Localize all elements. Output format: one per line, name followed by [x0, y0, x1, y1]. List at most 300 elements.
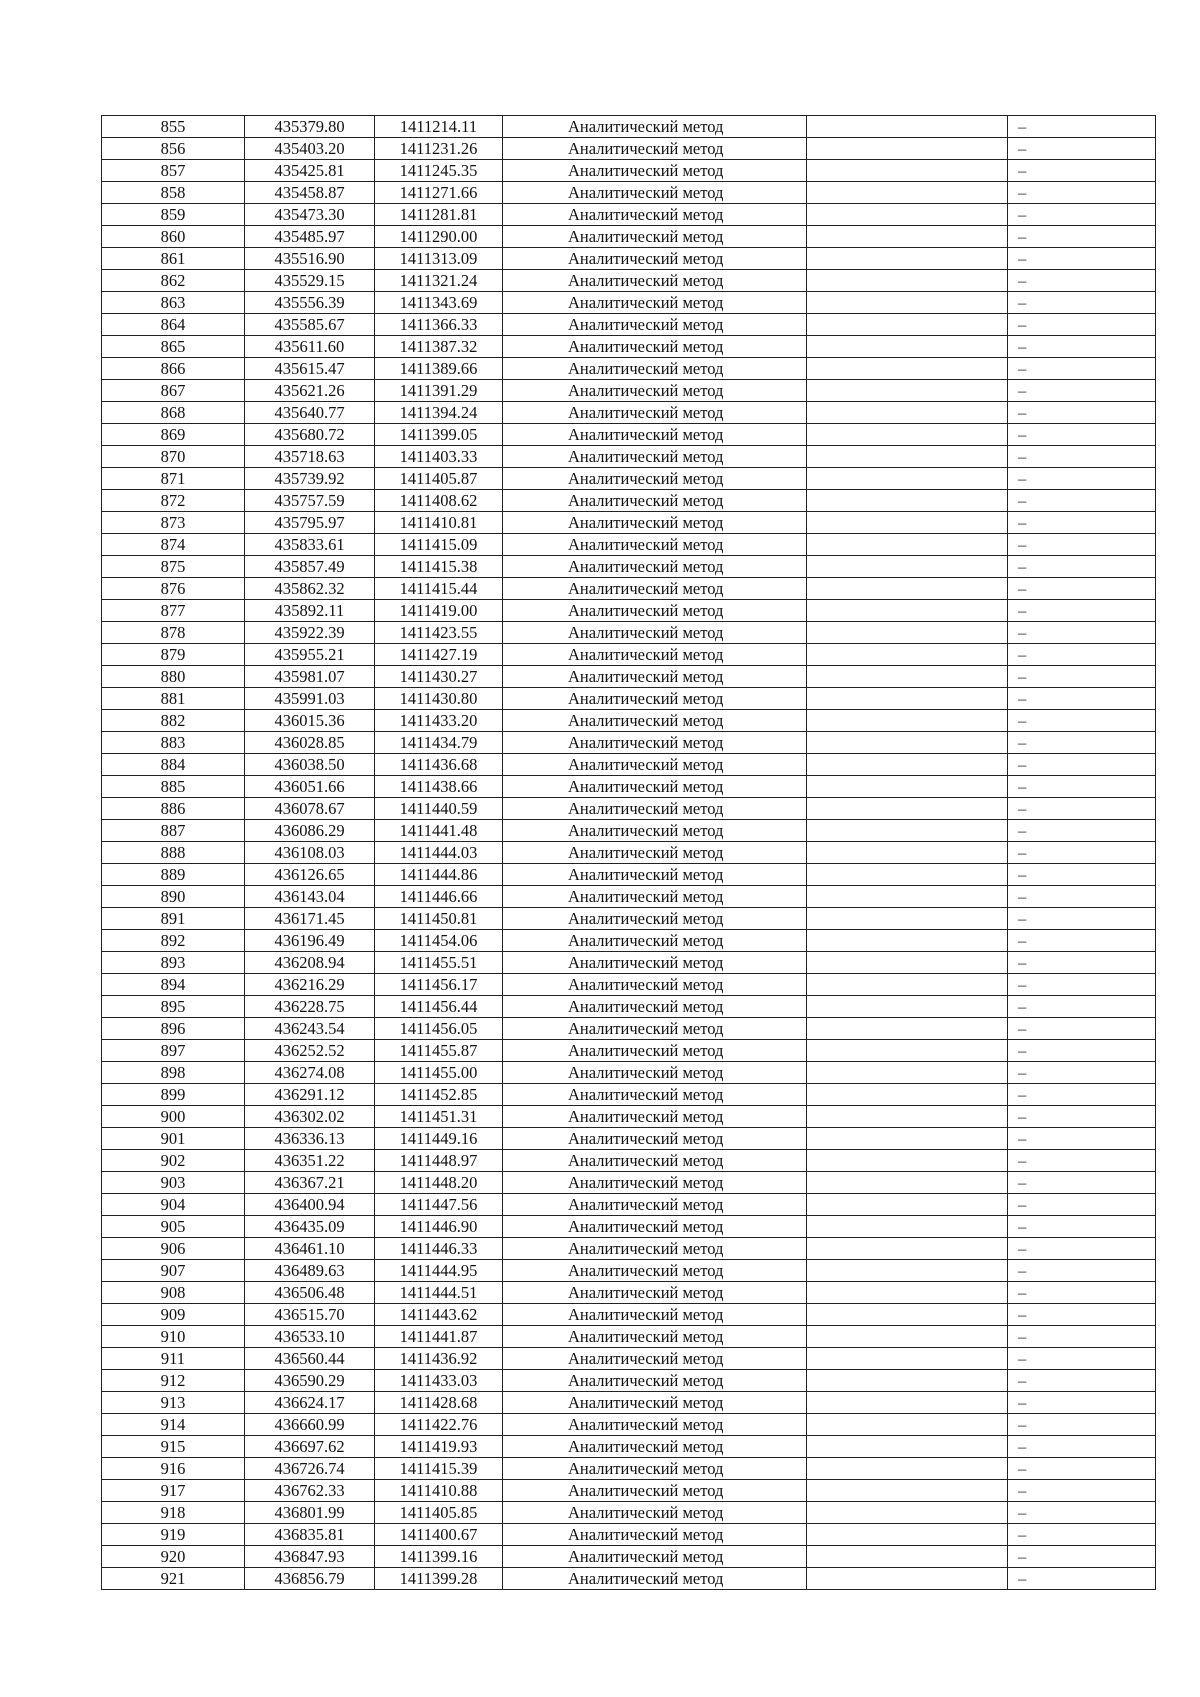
point-number-cell: 914: [102, 1414, 245, 1436]
method-cell: Аналитический метод: [503, 820, 807, 842]
point-number-cell: 891: [102, 908, 245, 930]
table-row: [102, 468, 1156, 490]
x-coordinate-cell: 435981.07: [245, 666, 375, 688]
point-number-cell: 866: [102, 358, 245, 380]
point-number-cell: 911: [102, 1348, 245, 1370]
y-coordinate-cell: 1411415.44: [375, 578, 503, 600]
dash-cell: –: [1008, 468, 1156, 490]
blank-cell: [807, 578, 1008, 600]
coordinates-table: [101, 115, 1156, 1590]
blank-cell: [807, 1150, 1008, 1172]
table-row: [102, 996, 1156, 1018]
table-row: [102, 1546, 1156, 1568]
point-number-cell: 887: [102, 820, 245, 842]
blank-cell: [807, 534, 1008, 556]
y-coordinate-cell: 1411444.86: [375, 864, 503, 886]
dash-cell: –: [1008, 116, 1156, 138]
table-row: [102, 138, 1156, 160]
y-coordinate-cell: 1411366.33: [375, 314, 503, 336]
x-coordinate-cell: 436367.21: [245, 1172, 375, 1194]
x-coordinate-cell: 436461.10: [245, 1238, 375, 1260]
y-coordinate-cell: 1411391.29: [375, 380, 503, 402]
dash-cell: –: [1008, 622, 1156, 644]
dash-cell: –: [1008, 1150, 1156, 1172]
y-coordinate-cell: 1411419.93: [375, 1436, 503, 1458]
point-number-cell: 879: [102, 644, 245, 666]
dash-cell: –: [1008, 1502, 1156, 1524]
table-row: [102, 1436, 1156, 1458]
blank-cell: [807, 1568, 1008, 1590]
x-coordinate-cell: 435955.21: [245, 644, 375, 666]
y-coordinate-cell: 1411422.76: [375, 1414, 503, 1436]
y-coordinate-cell: 1411436.92: [375, 1348, 503, 1370]
dash-cell: –: [1008, 314, 1156, 336]
y-coordinate-cell: 1411321.24: [375, 270, 503, 292]
method-cell: Аналитический метод: [503, 138, 807, 160]
method-cell: Аналитический метод: [503, 1106, 807, 1128]
point-number-cell: 915: [102, 1436, 245, 1458]
table-row: [102, 776, 1156, 798]
y-coordinate-cell: 1411446.90: [375, 1216, 503, 1238]
point-number-cell: 919: [102, 1524, 245, 1546]
table-row: [102, 666, 1156, 688]
x-coordinate-cell: 436274.08: [245, 1062, 375, 1084]
x-coordinate-cell: 435621.26: [245, 380, 375, 402]
blank-cell: [807, 1172, 1008, 1194]
blank-cell: [807, 842, 1008, 864]
table-row: [102, 754, 1156, 776]
method-cell: Аналитический метод: [503, 732, 807, 754]
y-coordinate-cell: 1411455.51: [375, 952, 503, 974]
dash-cell: –: [1008, 402, 1156, 424]
y-coordinate-cell: 1411434.79: [375, 732, 503, 754]
y-coordinate-cell: 1411405.87: [375, 468, 503, 490]
point-number-cell: 862: [102, 270, 245, 292]
method-cell: Аналитический метод: [503, 776, 807, 798]
blank-cell: [807, 600, 1008, 622]
point-number-cell: 867: [102, 380, 245, 402]
blank-cell: [807, 1436, 1008, 1458]
dash-cell: –: [1008, 688, 1156, 710]
method-cell: Аналитический метод: [503, 270, 807, 292]
table-row: [102, 710, 1156, 732]
method-cell: Аналитический метод: [503, 842, 807, 864]
blank-cell: [807, 930, 1008, 952]
method-cell: Аналитический метод: [503, 1150, 807, 1172]
y-coordinate-cell: 1411313.09: [375, 248, 503, 270]
dash-cell: –: [1008, 754, 1156, 776]
method-cell: Аналитический метод: [503, 908, 807, 930]
method-cell: Аналитический метод: [503, 1282, 807, 1304]
method-cell: Аналитический метод: [503, 490, 807, 512]
table-row: [102, 974, 1156, 996]
method-cell: Аналитический метод: [503, 1172, 807, 1194]
x-coordinate-cell: 436015.36: [245, 710, 375, 732]
method-cell: Аналитический метод: [503, 358, 807, 380]
dash-cell: –: [1008, 446, 1156, 468]
blank-cell: [807, 1546, 1008, 1568]
method-cell: Аналитический метод: [503, 644, 807, 666]
point-number-cell: 856: [102, 138, 245, 160]
table-row: [102, 1480, 1156, 1502]
blank-cell: [807, 1480, 1008, 1502]
table-row: [102, 358, 1156, 380]
y-coordinate-cell: 1411455.87: [375, 1040, 503, 1062]
point-number-cell: 890: [102, 886, 245, 908]
point-number-cell: 912: [102, 1370, 245, 1392]
point-number-cell: 874: [102, 534, 245, 556]
x-coordinate-cell: 436400.94: [245, 1194, 375, 1216]
y-coordinate-cell: 1411446.33: [375, 1238, 503, 1260]
y-coordinate-cell: 1411430.27: [375, 666, 503, 688]
x-coordinate-cell: 436051.66: [245, 776, 375, 798]
y-coordinate-cell: 1411455.00: [375, 1062, 503, 1084]
table-row: [102, 1502, 1156, 1524]
point-number-cell: 878: [102, 622, 245, 644]
point-number-cell: 875: [102, 556, 245, 578]
blank-cell: [807, 622, 1008, 644]
table-row: [102, 270, 1156, 292]
point-number-cell: 861: [102, 248, 245, 270]
y-coordinate-cell: 1411456.44: [375, 996, 503, 1018]
dash-cell: –: [1008, 270, 1156, 292]
x-coordinate-cell: 436171.45: [245, 908, 375, 930]
y-coordinate-cell: 1411441.87: [375, 1326, 503, 1348]
x-coordinate-cell: 435922.39: [245, 622, 375, 644]
y-coordinate-cell: 1411399.28: [375, 1568, 503, 1590]
point-number-cell: 895: [102, 996, 245, 1018]
y-coordinate-cell: 1411440.59: [375, 798, 503, 820]
point-number-cell: 907: [102, 1260, 245, 1282]
x-coordinate-cell: 435795.97: [245, 512, 375, 534]
point-number-cell: 892: [102, 930, 245, 952]
dash-cell: –: [1008, 1194, 1156, 1216]
x-coordinate-cell: 436489.63: [245, 1260, 375, 1282]
dash-cell: –: [1008, 996, 1156, 1018]
blank-cell: [807, 1326, 1008, 1348]
blank-cell: [807, 732, 1008, 754]
point-number-cell: 884: [102, 754, 245, 776]
table-row: [102, 1238, 1156, 1260]
x-coordinate-cell: 436028.85: [245, 732, 375, 754]
y-coordinate-cell: 1411433.03: [375, 1370, 503, 1392]
x-coordinate-cell: 435718.63: [245, 446, 375, 468]
table-row: [102, 578, 1156, 600]
point-number-cell: 880: [102, 666, 245, 688]
dash-cell: –: [1008, 1260, 1156, 1282]
x-coordinate-cell: 435611.60: [245, 336, 375, 358]
y-coordinate-cell: 1411408.62: [375, 490, 503, 512]
method-cell: Аналитический метод: [503, 380, 807, 402]
y-coordinate-cell: 1411452.85: [375, 1084, 503, 1106]
table-row: [102, 248, 1156, 270]
table-row: [102, 1524, 1156, 1546]
blank-cell: [807, 754, 1008, 776]
y-coordinate-cell: 1411394.24: [375, 402, 503, 424]
point-number-cell: 893: [102, 952, 245, 974]
dash-cell: –: [1008, 1040, 1156, 1062]
y-coordinate-cell: 1411415.39: [375, 1458, 503, 1480]
dash-cell: –: [1008, 1128, 1156, 1150]
blank-cell: [807, 1040, 1008, 1062]
table-row: [102, 622, 1156, 644]
blank-cell: [807, 182, 1008, 204]
x-coordinate-cell: 436590.29: [245, 1370, 375, 1392]
blank-cell: [807, 468, 1008, 490]
dash-cell: –: [1008, 1546, 1156, 1568]
blank-cell: [807, 1194, 1008, 1216]
table-row: [102, 732, 1156, 754]
y-coordinate-cell: 1411456.05: [375, 1018, 503, 1040]
table-row: [102, 1282, 1156, 1304]
table-row: [102, 446, 1156, 468]
x-coordinate-cell: 435458.87: [245, 182, 375, 204]
table-row: [102, 512, 1156, 534]
dash-cell: –: [1008, 1436, 1156, 1458]
method-cell: Аналитический метод: [503, 1194, 807, 1216]
blank-cell: [807, 644, 1008, 666]
x-coordinate-cell: 436216.29: [245, 974, 375, 996]
table-row: [102, 1348, 1156, 1370]
y-coordinate-cell: 1411281.81: [375, 204, 503, 226]
x-coordinate-cell: 436697.62: [245, 1436, 375, 1458]
table-row: [102, 952, 1156, 974]
x-coordinate-cell: 435585.67: [245, 314, 375, 336]
point-number-cell: 864: [102, 314, 245, 336]
point-number-cell: 889: [102, 864, 245, 886]
dash-cell: –: [1008, 204, 1156, 226]
blank-cell: [807, 1502, 1008, 1524]
point-number-cell: 872: [102, 490, 245, 512]
point-number-cell: 888: [102, 842, 245, 864]
blank-cell: [807, 138, 1008, 160]
x-coordinate-cell: 436762.33: [245, 1480, 375, 1502]
point-number-cell: 881: [102, 688, 245, 710]
dash-cell: –: [1008, 1106, 1156, 1128]
point-number-cell: 868: [102, 402, 245, 424]
x-coordinate-cell: 436228.75: [245, 996, 375, 1018]
blank-cell: [807, 1392, 1008, 1414]
blank-cell: [807, 1062, 1008, 1084]
dash-cell: –: [1008, 1304, 1156, 1326]
blank-cell: [807, 1414, 1008, 1436]
y-coordinate-cell: 1411403.33: [375, 446, 503, 468]
x-coordinate-cell: 436726.74: [245, 1458, 375, 1480]
point-number-cell: 857: [102, 160, 245, 182]
y-coordinate-cell: 1411430.80: [375, 688, 503, 710]
y-coordinate-cell: 1411450.81: [375, 908, 503, 930]
blank-cell: [807, 710, 1008, 732]
dash-cell: –: [1008, 182, 1156, 204]
table-row: [102, 116, 1156, 138]
blank-cell: [807, 1106, 1008, 1128]
x-coordinate-cell: 436196.49: [245, 930, 375, 952]
y-coordinate-cell: 1411448.20: [375, 1172, 503, 1194]
y-coordinate-cell: 1411343.69: [375, 292, 503, 314]
table-row: [102, 644, 1156, 666]
x-coordinate-cell: 436506.48: [245, 1282, 375, 1304]
point-number-cell: 898: [102, 1062, 245, 1084]
y-coordinate-cell: 1411447.56: [375, 1194, 503, 1216]
dash-cell: –: [1008, 930, 1156, 952]
table-row: [102, 930, 1156, 952]
blank-cell: [807, 688, 1008, 710]
table-row: [102, 1392, 1156, 1414]
method-cell: Аналитический метод: [503, 1216, 807, 1238]
x-coordinate-cell: 435529.15: [245, 270, 375, 292]
table-row: [102, 182, 1156, 204]
x-coordinate-cell: 436302.02: [245, 1106, 375, 1128]
method-cell: Аналитический метод: [503, 864, 807, 886]
x-coordinate-cell: 436351.22: [245, 1150, 375, 1172]
y-coordinate-cell: 1411449.16: [375, 1128, 503, 1150]
point-number-cell: 883: [102, 732, 245, 754]
method-cell: Аналитический метод: [503, 1128, 807, 1150]
table-row: [102, 1370, 1156, 1392]
y-coordinate-cell: 1411444.51: [375, 1282, 503, 1304]
dash-cell: –: [1008, 556, 1156, 578]
dash-cell: –: [1008, 1216, 1156, 1238]
point-number-cell: 901: [102, 1128, 245, 1150]
x-coordinate-cell: 436208.94: [245, 952, 375, 974]
x-coordinate-cell: 436660.99: [245, 1414, 375, 1436]
blank-cell: [807, 1128, 1008, 1150]
blank-cell: [807, 1238, 1008, 1260]
table-row: [102, 908, 1156, 930]
x-coordinate-cell: 435892.11: [245, 600, 375, 622]
method-cell: Аналитический метод: [503, 336, 807, 358]
x-coordinate-cell: 435473.30: [245, 204, 375, 226]
table-row: [102, 380, 1156, 402]
point-number-cell: 876: [102, 578, 245, 600]
x-coordinate-cell: 436533.10: [245, 1326, 375, 1348]
point-number-cell: 858: [102, 182, 245, 204]
method-cell: Аналитический метод: [503, 292, 807, 314]
x-coordinate-cell: 435757.59: [245, 490, 375, 512]
blank-cell: [807, 380, 1008, 402]
table-row: [102, 842, 1156, 864]
point-number-cell: 859: [102, 204, 245, 226]
method-cell: Аналитический метод: [503, 600, 807, 622]
table-row: [102, 336, 1156, 358]
dash-cell: –: [1008, 952, 1156, 974]
y-coordinate-cell: 1411245.35: [375, 160, 503, 182]
dash-cell: –: [1008, 1458, 1156, 1480]
x-coordinate-cell: 436336.13: [245, 1128, 375, 1150]
dash-cell: –: [1008, 1480, 1156, 1502]
method-cell: Аналитический метод: [503, 160, 807, 182]
point-number-cell: 870: [102, 446, 245, 468]
y-coordinate-cell: 1411444.03: [375, 842, 503, 864]
y-coordinate-cell: 1411405.85: [375, 1502, 503, 1524]
table-row: [102, 1568, 1156, 1590]
method-cell: Аналитический метод: [503, 226, 807, 248]
point-number-cell: 918: [102, 1502, 245, 1524]
point-number-cell: 902: [102, 1150, 245, 1172]
table-row: [102, 1062, 1156, 1084]
x-coordinate-cell: 435556.39: [245, 292, 375, 314]
dash-cell: –: [1008, 974, 1156, 996]
dash-cell: –: [1008, 1370, 1156, 1392]
y-coordinate-cell: 1411214.11: [375, 116, 503, 138]
point-number-cell: 896: [102, 1018, 245, 1040]
y-coordinate-cell: 1411419.00: [375, 600, 503, 622]
method-cell: Аналитический метод: [503, 666, 807, 688]
y-coordinate-cell: 1411410.81: [375, 512, 503, 534]
y-coordinate-cell: 1411438.66: [375, 776, 503, 798]
method-cell: Аналитический метод: [503, 1260, 807, 1282]
x-coordinate-cell: 435862.32: [245, 578, 375, 600]
y-coordinate-cell: 1411415.38: [375, 556, 503, 578]
dash-cell: –: [1008, 138, 1156, 160]
point-number-cell: 905: [102, 1216, 245, 1238]
point-number-cell: 863: [102, 292, 245, 314]
point-number-cell: 882: [102, 710, 245, 732]
x-coordinate-cell: 436252.52: [245, 1040, 375, 1062]
blank-cell: [807, 226, 1008, 248]
table-row: [102, 1084, 1156, 1106]
point-number-cell: 871: [102, 468, 245, 490]
method-cell: Аналитический метод: [503, 446, 807, 468]
method-cell: Аналитический метод: [503, 1370, 807, 1392]
blank-cell: [807, 556, 1008, 578]
y-coordinate-cell: 1411446.66: [375, 886, 503, 908]
method-cell: Аналитический метод: [503, 754, 807, 776]
x-coordinate-cell: 436108.03: [245, 842, 375, 864]
x-coordinate-cell: 436038.50: [245, 754, 375, 776]
x-coordinate-cell: 436847.93: [245, 1546, 375, 1568]
method-cell: Аналитический метод: [503, 204, 807, 226]
x-coordinate-cell: 436624.17: [245, 1392, 375, 1414]
x-coordinate-cell: 436291.12: [245, 1084, 375, 1106]
dash-cell: –: [1008, 578, 1156, 600]
table-row: [102, 820, 1156, 842]
point-number-cell: 903: [102, 1172, 245, 1194]
dash-cell: –: [1008, 798, 1156, 820]
y-coordinate-cell: 1411290.00: [375, 226, 503, 248]
blank-cell: [807, 886, 1008, 908]
table-row: [102, 226, 1156, 248]
point-number-cell: 904: [102, 1194, 245, 1216]
table-row: [102, 314, 1156, 336]
method-cell: Аналитический метод: [503, 402, 807, 424]
x-coordinate-cell: 435516.90: [245, 248, 375, 270]
x-coordinate-cell: 435991.03: [245, 688, 375, 710]
dash-cell: –: [1008, 358, 1156, 380]
method-cell: Аналитический метод: [503, 424, 807, 446]
dash-cell: –: [1008, 732, 1156, 754]
x-coordinate-cell: 436435.09: [245, 1216, 375, 1238]
blank-cell: [807, 666, 1008, 688]
x-coordinate-cell: 435640.77: [245, 402, 375, 424]
method-cell: Аналитический метод: [503, 886, 807, 908]
point-number-cell: 894: [102, 974, 245, 996]
dash-cell: –: [1008, 1282, 1156, 1304]
blank-cell: [807, 1084, 1008, 1106]
dash-cell: –: [1008, 710, 1156, 732]
point-number-cell: 906: [102, 1238, 245, 1260]
y-coordinate-cell: 1411456.17: [375, 974, 503, 996]
dash-cell: –: [1008, 512, 1156, 534]
blank-cell: [807, 270, 1008, 292]
x-coordinate-cell: 435485.97: [245, 226, 375, 248]
method-cell: Аналитический метод: [503, 1414, 807, 1436]
table-row: [102, 1194, 1156, 1216]
blank-cell: [807, 1348, 1008, 1370]
point-number-cell: 920: [102, 1546, 245, 1568]
y-coordinate-cell: 1411451.31: [375, 1106, 503, 1128]
blank-cell: [807, 798, 1008, 820]
